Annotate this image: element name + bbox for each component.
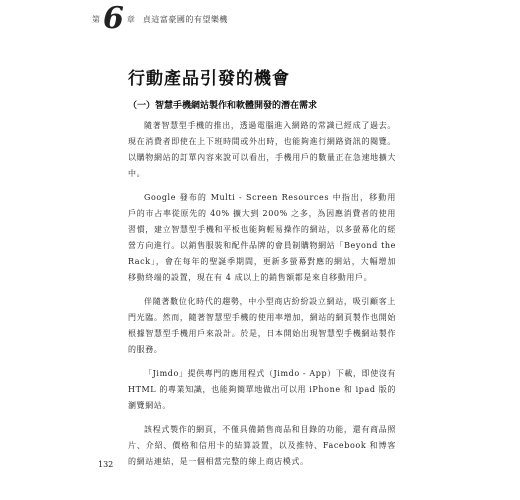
paragraph: 「Jimdo」提供專門的應用程式（Jimdo - App）下載，即使沒有 HTML 的專業知識，也能夠簡單地做出可以用 iPhone 和 ipad 版的瀏覽網站。 [128,369,396,410]
subsection-heading: （一）智慧手機網站製作和軟體開發的潛在需求 [128,101,318,111]
paragraph: 隨著智慧型手機的推出，透過電腦進入網路的常識已經成了過去。現在消費者即使在上下班時間或外出時，也能夠進行網路資訊的閱覽。以購物網站的訂單內容來說可以看出，手機用戶的數量正在急速地擴大中。 [128,121,396,178]
paragraph: Google 發布的 Multi - Screen Resources 中指出，移動用戶的市占率從原先的 40% 擴大到 200% 之多，為因應消費者的使用習慣，建立智慧型手機和平板也能夠輕易操作的網站，以多螢幕化的經營方向進行。以銷售服裝和配件品牌的會員制購物網站「Beyond the Rack」，會在每年的聖誕季期間，更新多螢幕對應的網站，大幅增加移動終端的設置，現在有 4 成以上的銷售額都是來自移動用戶。 [128,193,396,282]
page-number: 132 [98,460,114,469]
chapter-title: 貞這富豪國的有望樂機 [142,14,228,24]
chapter-number: 6 [103,1,124,36]
paragraph: 伴隨著數位化時代的趨勢，中小型商店紛紛設立網站，吸引顧客上門光臨。然而，隨著智慧型手機的使用率增加，網站的網頁製作也開始根據智慧型手機用戶來設計。於是，日本開始出現智慧型手機網站製作的服務。 [128,297,396,354]
chapter-prefix: 第 [92,14,100,24]
section-title: 行動產品引發的機會 [128,69,290,89]
chapter-suffix: 章 [126,14,135,24]
paragraph: 該程式製作的網頁，不僅具備銷售商品和目錄的功能，還有商品照片、介紹、價格和信用卡的結算設置，以及推特、Facebook 和博客的網站連結，是一個相當完整的線上商店模式。 [128,425,396,466]
body-text [128,118,396,478]
chapter-header [92,2,452,36]
